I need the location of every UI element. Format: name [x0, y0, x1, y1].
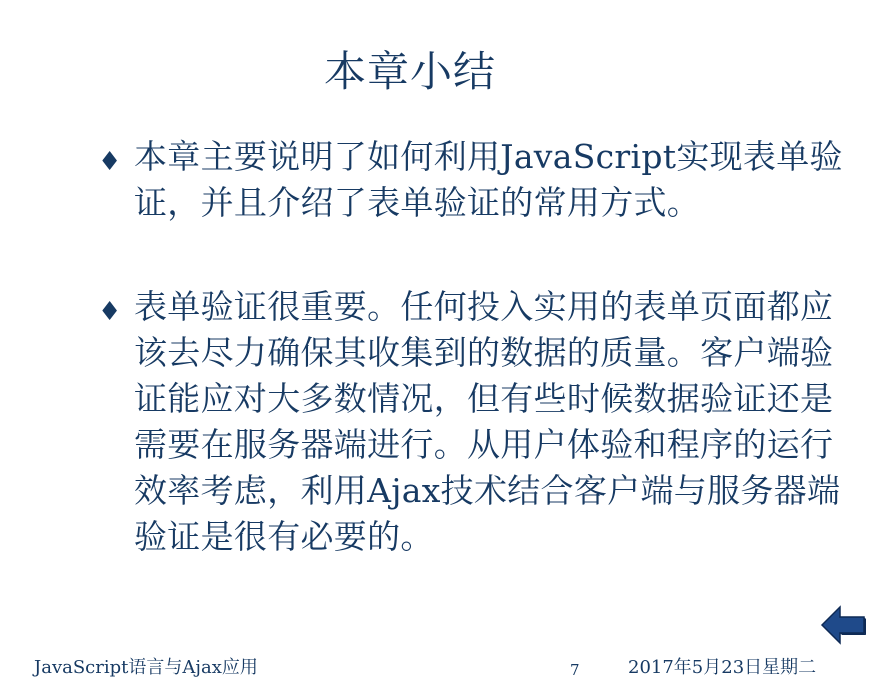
bullet-text-1: 本章主要说明了如何利用JavaScript实现表单验证，并且介绍了表单验证的常用方式。: [134, 137, 843, 222]
footer-course-title: JavaScript语言与Ajax应用: [34, 657, 258, 678]
back-button[interactable]: [820, 604, 866, 646]
footer-date: 2017年5月23日星期二: [628, 657, 817, 678]
footer-page-number: 7: [570, 661, 580, 679]
slide-title: 本章小结: [323, 47, 496, 97]
left-arrow-icon: [820, 604, 866, 646]
diamond-bullet-icon: ♦: [98, 147, 122, 177]
bullet-text-2: 表单验证很重要。任何投入实用的表单页面都应该去尽力确保其收集到的数据的质量。客户端验证能应对大多数情况，但有些时候数据验证还是需要在服务器端进行。从用户体验和程序的运行效率考虑，利用Ajax技术结合客户端与服务器端验证是很有必要的。: [134, 287, 841, 556]
diamond-bullet-icon: ♦: [98, 297, 122, 327]
